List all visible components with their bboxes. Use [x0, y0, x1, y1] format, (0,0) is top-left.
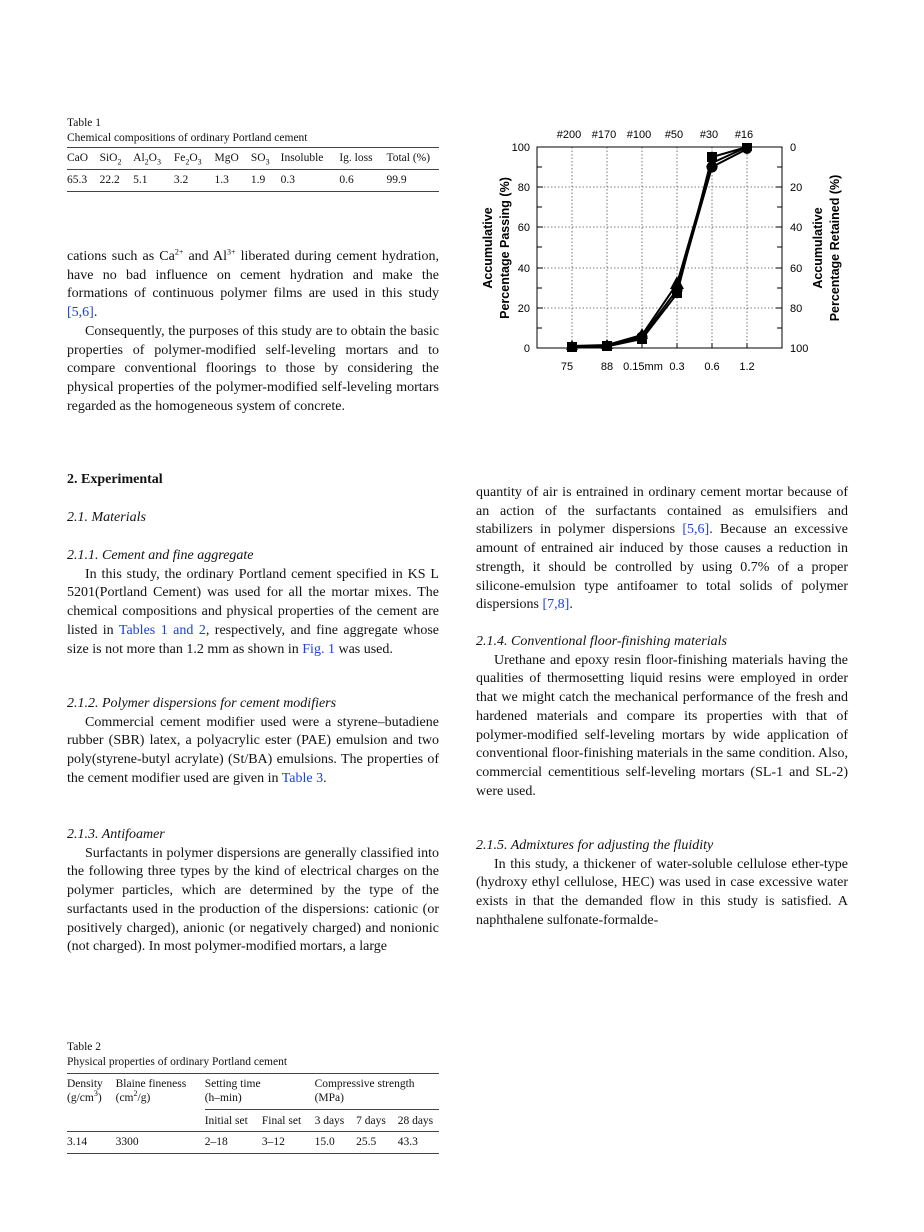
table2	[67, 1073, 439, 1154]
ref-link-fig-1[interactable]: Fig. 1	[302, 641, 335, 657]
table1-title: Chemical compositions of ordinary Portland cement	[67, 132, 308, 144]
y2-tick-20: 20	[790, 182, 803, 194]
x-tick-88: 88	[600, 361, 614, 373]
subsection-heading-materials: 2.1. Materials	[67, 510, 146, 525]
x-tick-015: 0.15mm	[623, 361, 663, 373]
subsection-heading-2-1-2: 2.1.2. Polymer dispersions for cement modifiers	[67, 696, 337, 711]
t2-v-final: 3–12	[261, 1136, 285, 1148]
table1	[67, 147, 439, 192]
y2-tick-80: 80	[790, 303, 803, 315]
intro-text	[67, 248, 439, 416]
section-2-1-2	[67, 695, 439, 789]
t2-sh-final: Final set	[261, 1115, 302, 1127]
section-2-1-5	[476, 837, 848, 931]
sieve-30: #30	[699, 129, 719, 141]
t1-v-igloss: 0.6	[339, 174, 354, 186]
t2-h-density: Density $(g/cm^3)$	[67, 1078, 103, 1104]
y2-tick-100: 100	[790, 343, 809, 355]
y-axis-title-line2: Percentage Passing (%)	[498, 177, 512, 319]
y2-tick-40: 40	[790, 222, 803, 234]
t2-h-setting: Setting time (h–min)	[205, 1074, 315, 1110]
y-axis-title-line1: Accumulative	[481, 207, 495, 289]
y2-axis-title-line1: Accumulative	[811, 207, 825, 289]
paragraph-2-1-2: Commercial cement modifier used were a styrene–butadiene rubber (SBR) latex, a polyacrylic ester (PAE) emulsion and two poly(styrene-butyl acrylate) (St/BA) emulsions. The properties of the cement modifier used are given in Table 3.	[67, 714, 439, 786]
chart-ticks	[537, 167, 782, 348]
y-tick-40: 40	[517, 263, 530, 275]
t1-h-mgo: MgO	[214, 152, 239, 164]
x-tick-12: 1.2	[739, 361, 755, 373]
table2-caption	[67, 1040, 287, 1070]
t1-h-igloss: Ig. loss	[339, 152, 373, 164]
x-tick-03: 0.3	[669, 361, 685, 373]
table2-title: Physical properties of ordinary Portland cement	[67, 1056, 288, 1068]
t1-v-cao: 65.3	[67, 174, 88, 186]
sieve-200: #200	[556, 129, 582, 141]
t1-h-sio2: SiO$_2$	[99, 152, 122, 167]
x-tick-75: 75	[560, 361, 574, 373]
ref-link-7-8[interactable]: [7,8]	[542, 597, 570, 613]
t1-v-so3: 1.9	[250, 174, 266, 186]
paragraph-2-1-5: In this study, a thickener of water-soluble cellulose ether-type (hydroxy ethyl cellulose, HEC) was used in case excessive water exists in that the demanded flow in this study is satisfied. A naphthalene sulfonate-formalde-	[476, 856, 848, 928]
table1-header-row	[67, 148, 439, 170]
paragraph-2-1-4: Urethane and epoxy resin floor-finishing materials having the qualities of thermosetting liquid resins were employed in order that we might catch the mechanical performance of the fresh and hardened materials and compare its properties with that of polymer-modified self-leveling mortars by wide application of conventional floor-finishing materials in the same condition. Also, commercial cementitious self-leveling mortars (SL-1 and SL-2) were used.	[476, 652, 848, 799]
intro-paragraph-2: Consequently, the purposes of this study are to obtain the basic properties of polymer-modified self-leveling mortars and to compare conventional floorings to those by considering the physical properties of the polymer-modified self-leveling mortars regarded as the homogeneous system of concrete.	[67, 323, 439, 414]
table-row	[67, 1132, 439, 1154]
t1-h-fe2o3: $Fe_2O_3$	[173, 152, 202, 167]
section-2-1-4	[476, 633, 848, 801]
table2-grid	[67, 1073, 439, 1154]
y2-tick-60: 60	[790, 263, 803, 275]
subsection-heading-2-1-1: 2.1.1. Cement and fine aggregate	[67, 548, 254, 563]
y-tick-0: 0	[523, 343, 530, 355]
paragraph-2-1-1: In this study, the ordinary Portland cement specified in KS L 5201(Portland Cement) was used for all the mortar mixes. The chemical compositions and physical properties of the cement are listed in Tables 1 and 2, respectively, and fine aggregate whose size is not more than 1.2 mm as shown in Fig. 1 was used.	[67, 566, 440, 657]
ref-link-table-3[interactable]: Table 3	[281, 770, 324, 786]
t1-h-al2o3: $Al_2O_3$	[133, 152, 161, 167]
sieve-170: #170	[591, 129, 617, 141]
subsection-heading-2-1-5: 2.1.5. Admixtures for adjusting the fluidity	[476, 838, 714, 853]
t2-v-28d: 43.3	[397, 1136, 418, 1148]
y-tick-60: 60	[517, 222, 530, 234]
section-2-1-1	[67, 547, 439, 659]
series-square-line	[572, 147, 747, 347]
y2-axis-title-line2: Percentage Retained (%)	[828, 174, 842, 322]
ref-link-tables-1-2[interactable]: Tables 1 and 2	[118, 622, 206, 638]
paragraph-2-1-3-continued: quantity of air is entrained in ordinary cement mortar because of an action of the surfactants contained as emulsifiers and stabilizers in polymer dispersions [5,6]. Because an excessive amount of entrained air induced by those causes a reduction in strength, it should be controlled by using 0.7% of a proper silicone-emulsion type antifoamer to total solids of polymer dispersions [7,8].	[476, 485, 848, 613]
y-tick-20: 20	[517, 303, 530, 315]
axis-titles	[481, 175, 842, 322]
table-row	[67, 170, 439, 192]
t2-sh-3d: 3 days	[314, 1115, 345, 1127]
t1-v-sio2: 22.2	[99, 174, 120, 186]
t2-v-density: 3.14	[67, 1136, 88, 1148]
table2-header-row	[67, 1074, 439, 1110]
t2-sh-initial: Initial set	[204, 1115, 248, 1127]
sieve-50: #50	[664, 129, 684, 141]
table1-caption	[67, 116, 308, 146]
sieve-analysis-chart	[470, 120, 850, 380]
t2-v-7d: 25.5	[356, 1136, 377, 1148]
top-sieve-labels	[557, 129, 753, 141]
subsection-heading-2-1-3: 2.1.3. Antifoamer	[67, 827, 165, 842]
t1-h-so3: $SO_3$	[250, 152, 270, 167]
sieve-100: #100	[626, 129, 652, 141]
t1-v-total: 99.9	[386, 174, 407, 186]
y2-tick-labels	[790, 142, 808, 355]
t1-v-al2o3: 5.1	[133, 174, 148, 186]
t1-h-total: Total (%)	[386, 152, 431, 164]
y-tick-labels	[512, 142, 530, 355]
t2-v-initial: 2–18	[204, 1136, 228, 1148]
x-tick-06: 0.6	[704, 361, 720, 373]
x-tick-labels	[561, 361, 755, 373]
table2-label: Table 2	[67, 1041, 102, 1053]
chart-series-lines	[572, 147, 747, 347]
y2-tick-0: 0	[790, 142, 797, 154]
t2-v-3d: 15.0	[314, 1136, 335, 1148]
t1-h-cao: CaO	[67, 152, 89, 164]
table1-label: Table 1	[67, 117, 102, 129]
ref-link-5-6-b[interactable]: [5,6]	[682, 522, 710, 538]
t2-sh-7d: 7 days	[356, 1115, 386, 1127]
section-2-1-3	[67, 826, 439, 957]
t1-h-insoluble: Insoluble	[280, 152, 324, 164]
t2-sh-28d: 28 days	[397, 1115, 434, 1127]
table1-grid	[67, 147, 439, 192]
subsection-heading-2-1-4: 2.1.4. Conventional floor-finishing materials	[476, 634, 727, 649]
y-tick-80: 80	[517, 182, 530, 194]
sieve-16: #16	[734, 129, 754, 141]
t2-h-blaine: Blaine fineness $(cm^2/g)$	[115, 1078, 187, 1104]
t2-v-blaine: 3300	[115, 1136, 139, 1148]
y-tick-100: 100	[511, 142, 530, 154]
t1-v-insoluble: 0.3	[280, 174, 295, 186]
chart-markers	[566, 143, 752, 352]
section-heading-experimental: 2. Experimental	[67, 472, 163, 487]
table2-subheader-row	[67, 1110, 439, 1132]
ref-link-5-6[interactable]: [5,6]	[67, 305, 94, 321]
t1-v-fe2o3: 3.2	[173, 174, 189, 186]
paragraph-2-1-3: Surfactants in polymer dispersions are generally classified into the following three types by the kind of electrical charges on the polymer particles, which are determined by the type of the surfactants used in the production of the dispersions: cationic (or positively charged), anionic (or negatively charged) and nonionic (not charged). In most polymer-modified mortars, a large	[67, 845, 439, 955]
t1-v-mgo: 1.3	[214, 174, 229, 186]
t2-h-compressive: Compressive strength (MPa)	[315, 1074, 439, 1110]
figure-1-chart	[470, 120, 850, 380]
intro-paragraph-1: cations such as $Ca^{2+}$ and $Al^{3+}$ liberated during cement hydration, have no bad influence on cement hydration and make the formations of continuous polymer films are used in this study [5,6].	[67, 247, 439, 321]
